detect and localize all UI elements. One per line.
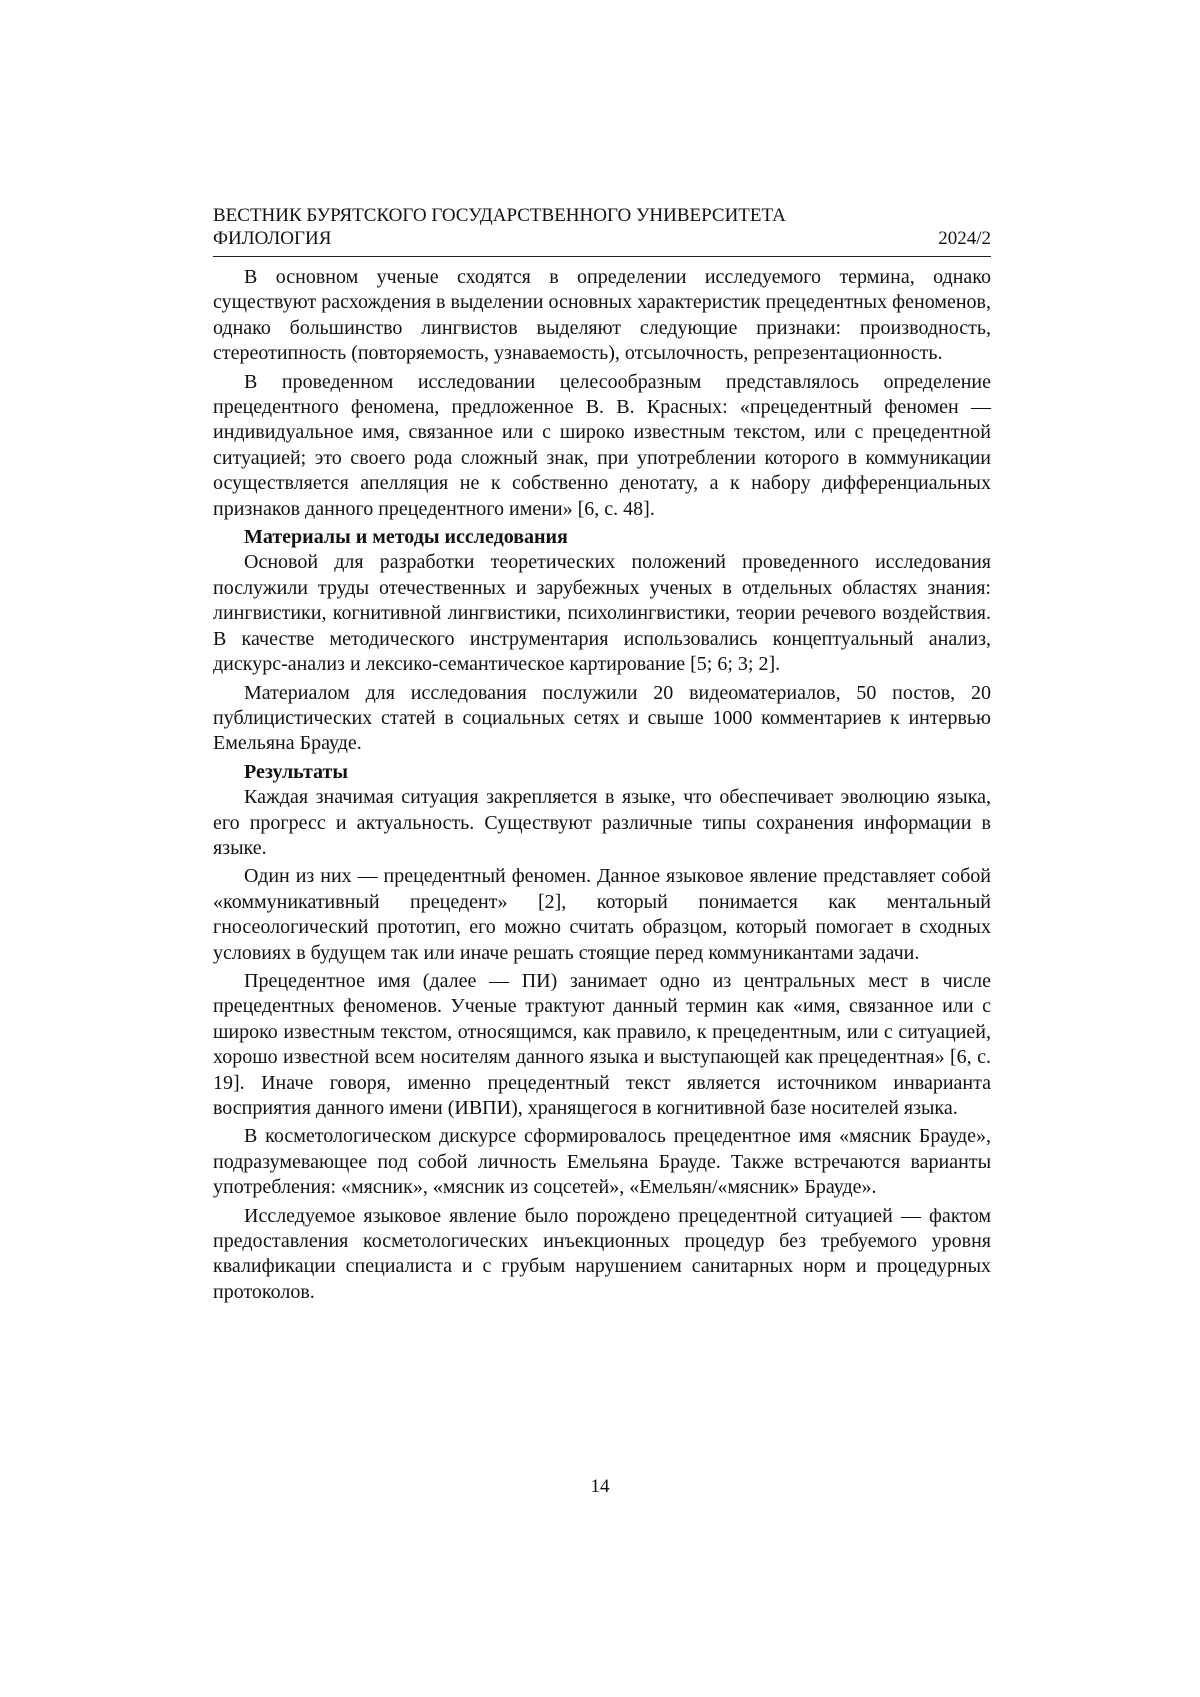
journal-title: ВЕСТНИК БУРЯТСКОГО ГОСУДАРСТВЕННОГО УНИВЕРСИТЕТА xyxy=(213,205,786,226)
section-heading-results: Результаты xyxy=(244,760,348,783)
running-header xyxy=(213,227,991,250)
page-content xyxy=(213,204,991,1308)
section-heading-methods: Материалы и методы исследования xyxy=(244,526,568,549)
paragraph: Каждая значимая ситуация закрепляется в языке, что обеспечивает эволюцию языка, его прогресс и актуальность. Существуют различные типы сохранения информации в языке. xyxy=(213,786,991,859)
paragraph: Материалом для исследования послужили 20 видеоматериалов, 50 постов, 20 публицистических статей в социальных сетях и свыше 1000 комментариев к интервью Емельяна Брауде. xyxy=(213,681,991,755)
page-number: 14 xyxy=(590,1476,610,1497)
paragraph: Исследуемое языковое явление было порождено прецедентной ситуацией — фактом предоставления косметологических инъекционных процедур без требуемого уровня квалификации специалиста и с грубым нарушением санитарных норм и процедурных протоколов. xyxy=(213,1204,991,1303)
paragraph: Основой для разработки теоретических положений проведенного исследования послужили труды отечественных и зарубежных ученых в отдельных областях знания: лингвистики, когнитивной лингвистики, психолингвистики, теории речевого воздействия. В качестве методического инструментария использовались концептуальный анализ, дискурс-анализ и лексико-семантическое картирование [5; 6; 3; 2]. xyxy=(213,551,991,676)
paragraph: В проведенном исследовании целесообразным представлялось определение прецедентного феномена, предложенное В. В. Красных: «прецедентный феномен — индивидуальное имя, связанное или с широко известным текстом, или с прецедентной ситуацией; это своего рода сложный знак, при употреблении которого в коммуникации осуществляется апелляция не к собственно денотату, а к набору дифференциальных признаков данного прецедентного имени» [6, с. 48]. xyxy=(213,370,991,520)
header-divider xyxy=(213,256,991,257)
paragraph: В основном ученые сходятся в определении исследуемого термина, однако существуют расхождения в выделении основных характеристик прецедентных феноменов, однако большинство лингвистов выделяют следующие признаки: производность, стереотипность (повторяемость, узнаваемость), отсылочность, репрезентационность. xyxy=(213,266,991,365)
paragraph: Прецедентное имя (далее — ПИ) занимает одно из центральных мест в числе прецедентных феноменов. Ученые трактуют данный термин как «имя, связанное или с широко известным текстом, относящимся, как правило, к прецедентным, или с ситуацией, хорошо известной всем носителям данного языка и выступающей как прецедентная» [6, с. 19]. Иначе говоря, именно прецедентный текст является источником инварианта восприятия данного имени (ИВПИ), хранящегося в когнитивной базе носителей языка. xyxy=(213,969,991,1119)
article-body xyxy=(213,265,991,1305)
paragraph: В косметологическом дискурсе сформировалось прецедентное имя «мясник Брауде», подразумевающее под собой личность Емельяна Брауде. Также встречаются варианты употребления: «мясник», «мясник из соцсетей», «Емельян/«мясник» Брауде». xyxy=(213,1125,991,1199)
series-name: ФИЛОЛОГИЯ xyxy=(213,228,332,249)
issue-number: 2024/2 xyxy=(938,228,991,249)
paragraph: Один из них — прецедентный феномен. Данное языковое явление представляет собой «коммуникативный прецедент» [2], который понимается как ментальный гносеологический прототип, его можно считать образцом, который помогает в сходных условиях в будущем так или иначе решать стоящие перед коммуникантами задачи. xyxy=(213,865,991,964)
